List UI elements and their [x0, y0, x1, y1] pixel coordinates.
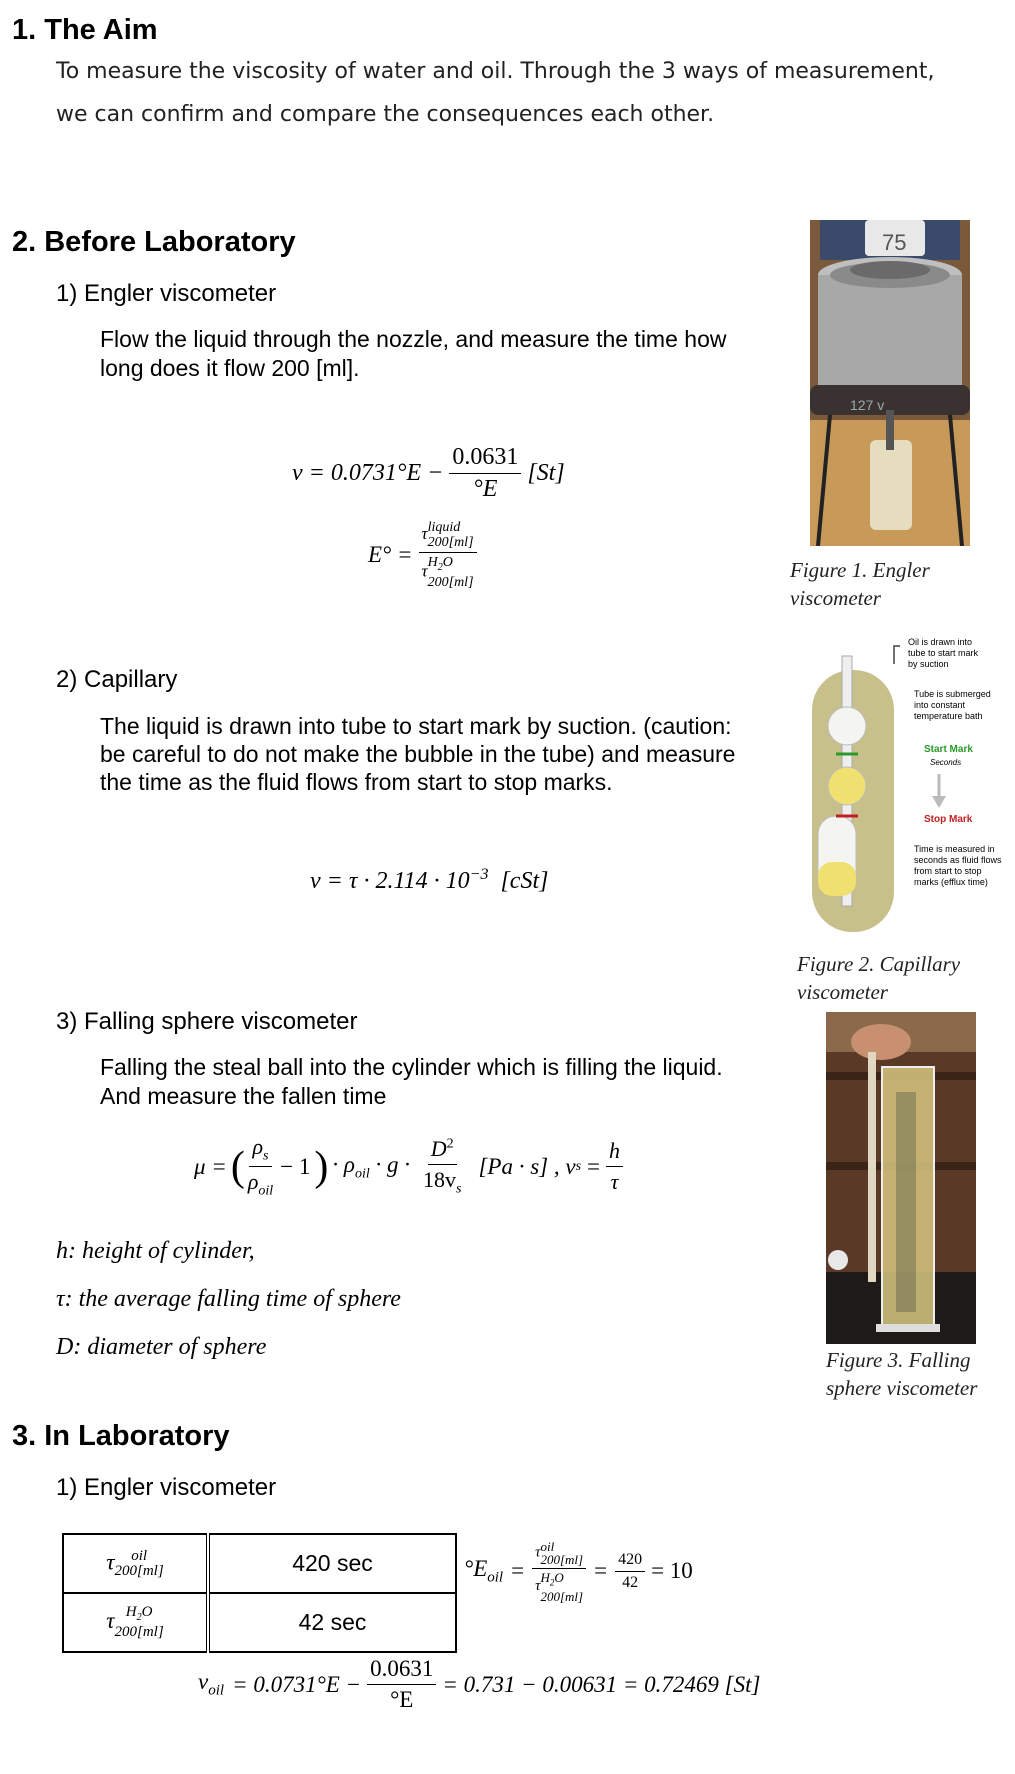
falling-rho-s: $\rho_s$: [249, 1134, 271, 1167]
falling-label: 3) Falling sphere viscometer: [56, 1008, 358, 1035]
capillary-diagram: [806, 636, 1008, 936]
falling-desc-2: And measure the fallen time: [100, 1083, 387, 1109]
engler-label: 1) Engler viscometer: [56, 280, 277, 307]
fig1-caption-line1: Figure 1. Engler: [790, 558, 930, 582]
voil-var: $v_{oil}$: [198, 1669, 225, 1699]
aim-line-2: we can confirm and compare the consequences each other.: [56, 102, 715, 127]
engler-nu-denominator: °E: [473, 476, 498, 502]
fig2-ann2c: temperature bath: [914, 711, 983, 721]
fig2-stop-mark: Stop Mark: [924, 814, 973, 825]
fig2-ann1b: tube to start mark: [908, 648, 979, 658]
fig2-caption-line2: viscometer: [797, 980, 888, 1004]
fig2-ann2a: Tube is submerged: [914, 689, 991, 699]
capillary-exp: −3: [469, 866, 489, 883]
voil-formula: [198, 1656, 760, 1713]
engler-nu-unit: [St]: [527, 460, 565, 486]
engler-photo: [810, 220, 970, 546]
tau-h2o-cell: τ $H_2O$ 200[ml]: [63, 1593, 208, 1652]
capillary-nu: ν = τ · 2.114 · 10: [310, 868, 470, 894]
capillary-formula: [310, 866, 548, 895]
fig1-label-top: 75: [882, 230, 907, 255]
fig2-ann3d: marks (efflux time): [914, 877, 988, 887]
def-h: h: height of cylinder,: [56, 1238, 255, 1264]
fig2-start-mark: Start Mark: [924, 744, 973, 755]
engler-nu-left: ν = 0.0731°E −: [292, 460, 444, 486]
engler-desc-1: Flow the liquid through the nozzle, and measure the time how: [100, 326, 727, 352]
tau-oil-value: 420 sec: [208, 1534, 456, 1593]
engler-E-denominator: τ $H_2O$ 200[ml]: [421, 555, 474, 590]
engler-illustration: [810, 220, 970, 546]
falling-18vs: $18v_s$: [422, 1167, 462, 1197]
capillary-unit: [cSt]: [500, 868, 549, 894]
falling-formula: μ = ( $\frac{\rho_s}{\rho_{oil}}$ − 1 ) · $\rho_{oil} \cdot g$ · $\frac{D^2}{18v_s}$ [Pa · s] , v s = $\frac{h}{\tau}$: [194, 1134, 623, 1200]
lab-engler-label: 1) Engler viscometer: [56, 1474, 277, 1501]
paren-close-icon: ): [314, 1143, 329, 1190]
section-aim-heading: 1. The Aim: [12, 14, 158, 46]
falling-D2: $D^2$: [428, 1136, 457, 1165]
engler-desc-2: long does it flow 200 [ml].: [100, 355, 360, 381]
eoil-left: $^\circ E_{oil}$: [464, 1556, 504, 1586]
voil-right: = 0.731 − 0.00631 = 0.72469 [St]: [442, 1671, 761, 1697]
falling-tau: τ: [610, 1169, 619, 1195]
engler-E-left: E° =: [368, 541, 413, 567]
engler-nu-formula: [292, 444, 565, 503]
fig3-caption-line1: Figure 3. Falling: [826, 1348, 971, 1372]
falling-sphere-photo: [826, 1012, 976, 1344]
eoil-tau-oil: τ oil 200[ml]: [532, 1540, 586, 1569]
section-lab-heading: 3. In Laboratory: [12, 1420, 230, 1452]
section-before-heading: 2. Before Laboratory: [12, 226, 296, 258]
engler-E-formula: [368, 520, 477, 590]
voil-denominator: °E: [390, 1687, 414, 1712]
arrow-down-icon: [932, 796, 946, 808]
eoil-result: = 10: [651, 1558, 693, 1584]
fig2-ann1a: Oil is drawn into: [908, 637, 973, 647]
falling-h: h: [606, 1138, 623, 1167]
eoil-den-val: 42: [622, 1573, 639, 1591]
engler-time-table: [62, 1533, 457, 1653]
paren-open-icon: (: [230, 1143, 245, 1190]
capillary-desc-3: the time as the fluid flows from start to stop marks.: [100, 769, 613, 795]
table-row: [63, 1593, 456, 1652]
falling-rho-oil: $\rho_{oil}$: [247, 1169, 274, 1199]
fig2-caption-line1: Figure 2. Capillary: [797, 952, 961, 976]
falling-unit: [Pa · s] , v: [478, 1153, 576, 1179]
fig2-seconds: Seconds: [930, 758, 962, 767]
def-tau: τ: the average falling time of sphere: [56, 1286, 401, 1312]
def-D: D: diameter of sphere: [56, 1334, 267, 1360]
fig3-caption-line2: sphere viscometer: [826, 1376, 978, 1400]
engler-nu-numerator: 0.0631: [449, 444, 521, 474]
eoil-formula: $^\circ E_{oil}$ = τ oil 200[ml] τ $H_2O$ 200[ml] = $\frac{420}{42}$ = 10: [464, 1539, 693, 1604]
fig2-ann3b: seconds as fluid flows: [914, 855, 1002, 865]
capillary-label: 2) Capillary: [56, 666, 178, 693]
table-row: [63, 1534, 456, 1593]
capillary-desc-2: be careful to do not make the bubble in the tube) and measure: [100, 741, 736, 767]
engler-E-numerator: τ liquid 200[ml]: [419, 520, 477, 553]
tau-oil-cell: τ oil 200[ml]: [63, 1534, 208, 1593]
falling-sphere-illustration: [826, 1012, 976, 1344]
falling-desc-1: Falling the steal ball into the cylinder which is filling the liquid.: [100, 1054, 723, 1080]
voil-numerator: 0.0631: [367, 1656, 436, 1685]
fig2-ann2b: into constant: [914, 700, 966, 710]
capillary-illustration: [806, 636, 1008, 936]
eoil-num-val: 420: [615, 1551, 645, 1572]
aim-line-1: To measure the viscosity of water and oil. Through the 3 ways of measurement,: [56, 59, 935, 84]
falling-rho-oil-g: · $\rho_{oil} \cdot g$ ·: [332, 1151, 410, 1182]
voil-left: = 0.0731°E −: [232, 1671, 362, 1697]
fig1-label-band: 127 v: [850, 397, 885, 413]
capillary-desc-1: The liquid is drawn into tube to start mark by suction. (caution:: [100, 713, 732, 739]
minus-one: − 1: [280, 1153, 311, 1179]
tau-h2o-value: 42 sec: [208, 1593, 456, 1652]
fig2-ann1c: by suction: [908, 659, 949, 669]
fig2-ann3a: Time is measured in: [914, 844, 995, 854]
falling-mu-left: μ =: [194, 1153, 227, 1179]
fig1-caption-line2: viscometer: [790, 586, 881, 610]
eoil-tau-h2o: τ $H_2O$ 200[ml]: [535, 1570, 584, 1604]
fig2-ann3c: from start to stop: [914, 866, 982, 876]
